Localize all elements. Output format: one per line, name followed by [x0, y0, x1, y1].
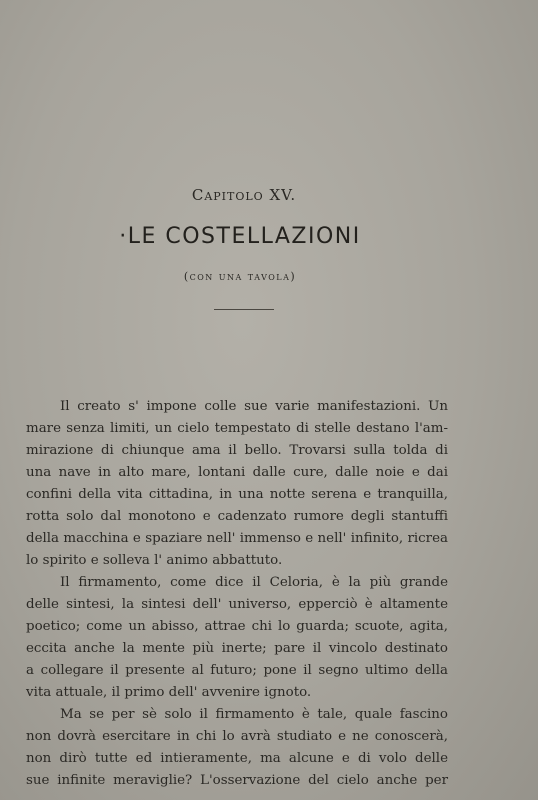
text-line: Il creato s' impone colle sue varie manifestazioni. Un	[60, 399, 448, 414]
text-line: mirazione di chiunque ama il bello. Trovarsi sulla tolda di	[26, 443, 448, 458]
text-line: eccita anche la mente più inerte; pare il vincolo destinato	[26, 641, 448, 656]
text-line: Ma se per sè solo il firmamento è tale, quale fascino	[60, 707, 448, 722]
text-line: poetico; come un abisso, attrae chi lo guarda; scuote, agita,	[26, 619, 448, 634]
text-line: non dirò tutte ed intieramente, ma alcune e di volo delle	[26, 751, 448, 766]
text-line: a collegare il presente al futuro; pone il segno ultimo della	[26, 663, 448, 678]
text-line: rotta solo dal monotono e cadenzato rumore degli stantuffi	[26, 509, 448, 524]
text-line: lo spirito e solleva l' animo abbattuto.	[26, 553, 283, 568]
chapter-heading: Capitolo XV.	[191, 186, 297, 204]
text-line: della macchina e spaziare nell' immenso e nell' infinito, ricrea	[26, 531, 448, 546]
title-divider	[214, 309, 274, 310]
text-line: sue infinite meraviglie? L'osservazione del cielo anche per	[26, 773, 448, 788]
chapter-subtitle: (con una tavola)	[183, 270, 297, 283]
text-line: vita attuale, il primo dell' avvenire ignoto.	[26, 685, 312, 700]
text-line: confini della vita cittadina, in una notte serena e tranquilla,	[26, 487, 448, 502]
text-line: una nave in alto mare, lontani dalle cure, dalle noie e dai	[26, 465, 448, 480]
text-line: mare senza limiti, un cielo tempestato di stelle destano l'am-	[26, 421, 448, 436]
text-line: non dovrà esercitare in chi lo avrà studiato e ne conoscerà,	[26, 729, 448, 744]
text-line: Il firmamento, come dice il Celoria, è la più grande	[60, 575, 448, 590]
chapter-title: ·LE COSTELLAZIONI	[119, 224, 361, 249]
body-text	[26, 396, 448, 792]
text-line: delle sintesi, la sintesi dell' universo, epperciò è altamente	[26, 597, 448, 612]
